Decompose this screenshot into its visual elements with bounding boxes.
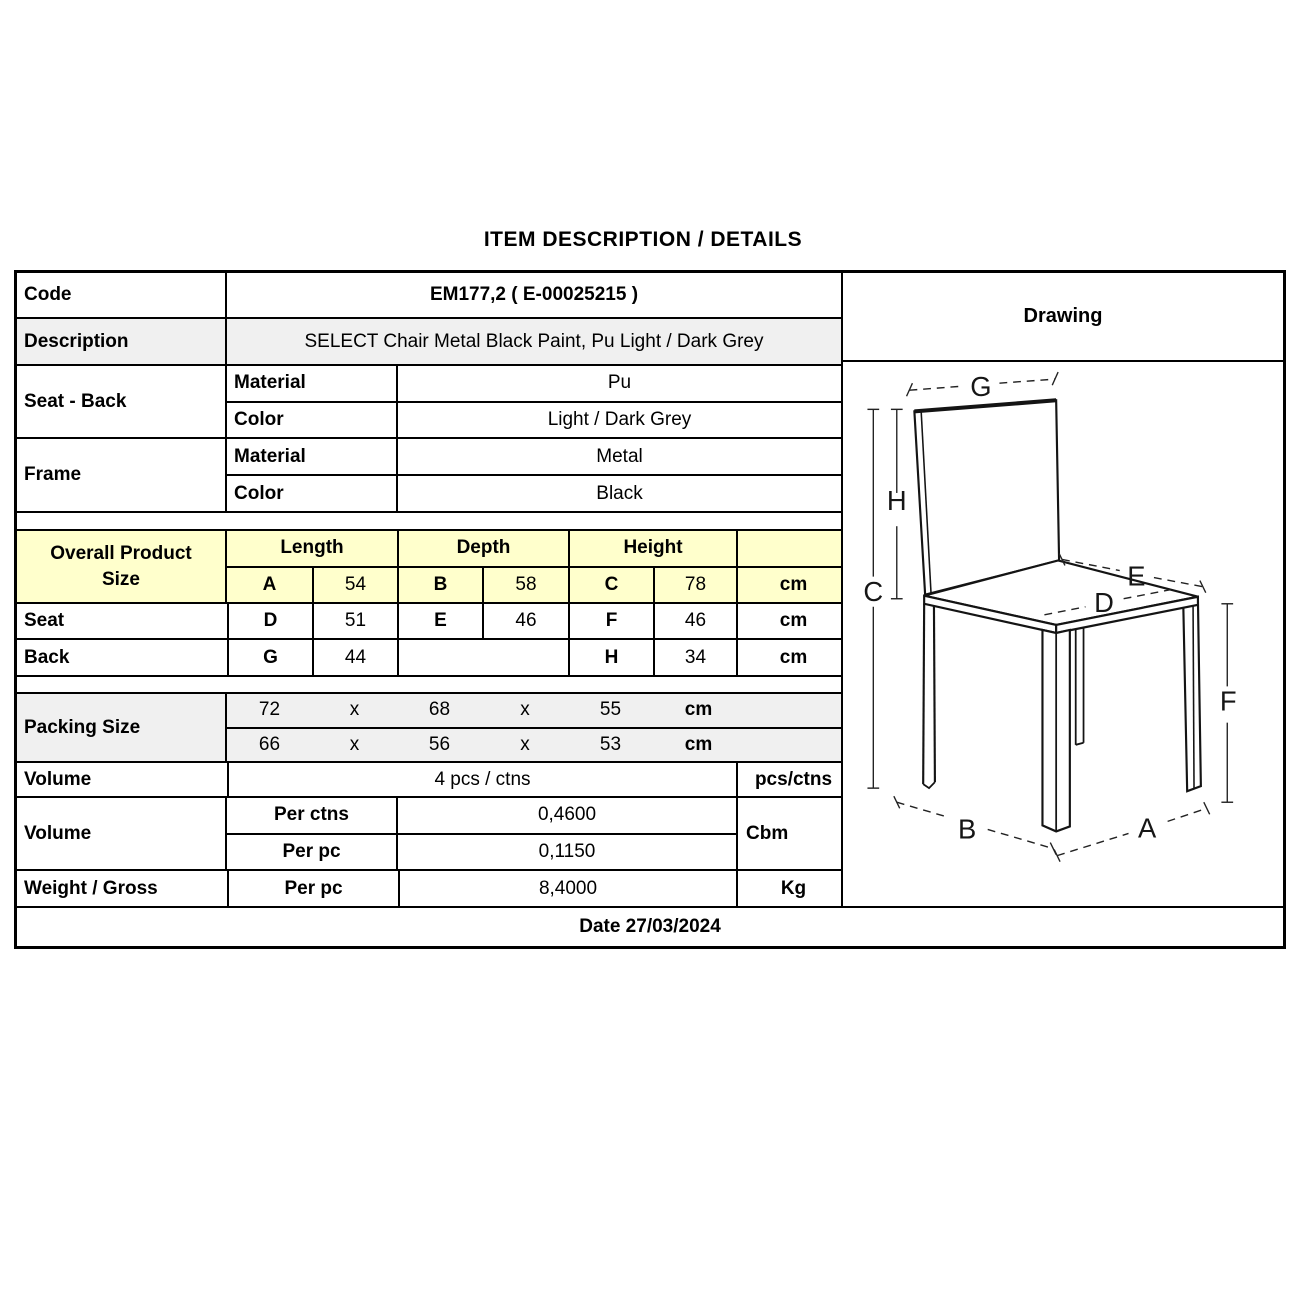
drawing-panel [841, 273, 1283, 906]
overall-dims-row [227, 566, 841, 603]
volume-cbm-section [17, 796, 841, 869]
pack-dim: 53 [599, 733, 622, 755]
dim-value: 44 [312, 640, 397, 675]
seat-back-section [17, 364, 841, 437]
dim-label-b: B [958, 813, 977, 845]
material-value: Metal [596, 445, 643, 467]
pack-x: x [520, 733, 530, 755]
height-header: Height [568, 531, 736, 566]
pack-dim: 56 [428, 733, 451, 755]
spacer-row [17, 511, 841, 529]
description-value: SELECT Chair Metal Black Paint, Pu Light / Dark Grey [304, 330, 764, 352]
size-header-blank [736, 531, 841, 566]
dim-value: 54 [312, 568, 397, 603]
dim-label-d: D [1094, 586, 1114, 618]
dim-label-g: G [970, 370, 992, 403]
description-label: Description [17, 319, 227, 364]
chair-drawing [843, 362, 1283, 906]
spacer-row [17, 675, 841, 692]
drawing-area [843, 362, 1283, 906]
left-middle-section [17, 273, 841, 906]
pack-dim: 66 [258, 733, 281, 755]
pack-dim: 72 [258, 699, 281, 721]
dim-label-a: A [1137, 812, 1157, 844]
unit-cell: cm [736, 568, 841, 603]
dim-letter: C [568, 568, 653, 603]
color-label: Color [227, 476, 398, 511]
color-label: Color [227, 403, 398, 438]
dim-value: 58 [482, 568, 568, 603]
pack-x: x [349, 699, 360, 721]
blank-cell [397, 640, 568, 675]
frame-color-row [227, 474, 841, 511]
packing-size-section [17, 692, 841, 761]
packing-row-1 [227, 694, 841, 727]
dim-letter: G [227, 640, 312, 675]
frame-label: Frame [17, 439, 227, 511]
volume-label: Volume [24, 768, 92, 790]
frame-rows [227, 439, 841, 511]
table-main [17, 273, 1283, 906]
overall-size-section [17, 529, 841, 602]
weight-unit: Kg [736, 871, 841, 906]
size-grid [227, 531, 841, 602]
dim-letter: F [568, 604, 653, 638]
color-value: Light / Dark Grey [547, 408, 692, 430]
unit-cell: cm [736, 604, 841, 638]
back-dims-row [17, 638, 841, 675]
dim-letter: D [227, 604, 312, 638]
seat-label: Seat [24, 610, 65, 631]
pack-unit: cm [684, 699, 713, 721]
page-title: ITEM DESCRIPTION / DETAILS [483, 228, 803, 251]
per-pc-row [227, 833, 736, 870]
material-label: Material [227, 366, 398, 401]
chair-lines [914, 400, 1200, 831]
blank-cell [736, 729, 841, 762]
drawing-header: Drawing [843, 273, 1283, 362]
weight-label: Weight / Gross [24, 877, 158, 899]
seat-back-rows [227, 366, 841, 437]
pack-dim: 68 [428, 699, 451, 721]
code-label: Code [17, 273, 227, 317]
size-header-row [227, 531, 841, 566]
per-pc-label: Per pc [227, 835, 398, 870]
per-ctns-row [227, 798, 736, 833]
dim-label-c: C [863, 575, 884, 607]
dim-value: 78 [653, 568, 736, 603]
seat-back-material-row [227, 366, 841, 401]
color-value: Black [596, 482, 643, 504]
volume-pcs-row [17, 761, 841, 796]
pack-x: x [520, 699, 530, 721]
packing-row-2 [227, 727, 841, 762]
cbm-unit: Cbm [736, 798, 841, 869]
date-row: Date 27/03/2024 [17, 906, 1283, 946]
volume-cbm-rows [227, 798, 736, 869]
volume-pcs-unit: pcs/ctns [736, 763, 841, 796]
dim-value: 51 [312, 604, 397, 638]
per-ctns-value: 0,4600 [537, 804, 597, 826]
dim-letter: E [397, 604, 482, 638]
code-row [17, 273, 841, 317]
pack-unit: cm [684, 733, 713, 755]
seat-dims-row [17, 602, 841, 638]
volume-pcs-value: 4 pcs / ctns [227, 763, 736, 796]
depth-header: Depth [397, 531, 568, 566]
dim-letter: B [397, 568, 482, 603]
weight-sub-label: Per pc [227, 871, 398, 906]
volume-label: Volume [17, 798, 227, 869]
blank-cell [736, 694, 841, 727]
dim-value: 46 [653, 604, 736, 638]
back-label: Back [24, 646, 70, 668]
weight-row [17, 869, 841, 906]
pack-x: x [349, 733, 360, 755]
packing-rows [227, 694, 841, 761]
unit-cell: cm [736, 640, 841, 675]
material-value: Pu [607, 372, 632, 394]
seat-back-label: Seat - Back [17, 366, 227, 437]
dim-letter: A [262, 573, 277, 595]
spec-table [14, 270, 1286, 949]
dim-label-e: E [1127, 560, 1146, 592]
seat-back-color-row [227, 401, 841, 438]
frame-material-row [227, 439, 841, 474]
per-ctns-label: Per ctns [227, 798, 398, 833]
packing-size-label: Packing Size [17, 694, 227, 761]
frame-section [17, 437, 841, 511]
dim-letter: H [568, 640, 653, 675]
description-row [17, 317, 841, 364]
length-header: Length [280, 537, 344, 559]
pack-dim: 55 [599, 699, 622, 721]
dim-value: 46 [482, 604, 568, 638]
per-pc-value: 0,1150 [538, 840, 596, 862]
material-label: Material [227, 439, 398, 474]
overall-size-label: Overall Product Size [17, 531, 227, 602]
dim-label-h: H [886, 484, 907, 517]
dim-value: 34 [653, 640, 736, 675]
dim-label-f: F [1219, 685, 1237, 717]
code-value: EM177,2 ( E-00025215 ) [429, 284, 639, 305]
weight-value: 8,4000 [398, 871, 736, 906]
